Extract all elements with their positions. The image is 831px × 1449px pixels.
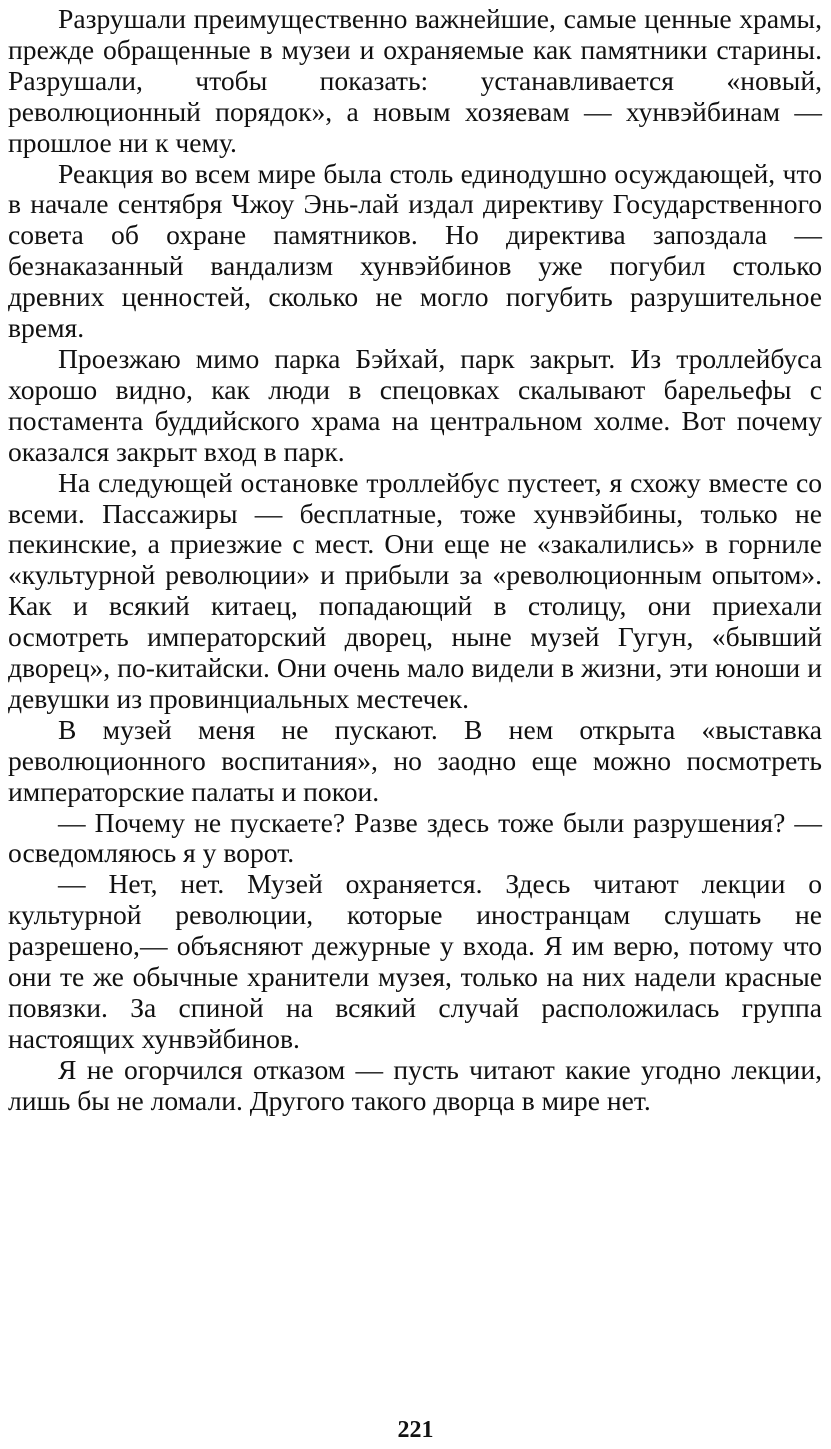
paragraph-3: Проезжаю мимо парка Бэйхай, парк закрыт. Из троллейбуса хорошо видно, как люди в спецовках скалывают барельефы с постамента буддийского храма на центральном холме. Вот почему оказался закрыт вход в парк. [8,342,822,467]
page-number: 221 [397,1417,434,1443]
paragraph-6: — Почему не пускаете? Разве здесь тоже были разрушения? — осведомляюсь я у ворот. [8,806,822,869]
paragraph-5: В музей меня не пускают. В нем открыта «выставка революционного воспитания», но заодно еще можно посмотреть императорские палаты и покои. [8,713,822,807]
paragraph-7: — Нет, нет. Музей охраняется. Здесь читают лекции о культурной революции, которые иностранцам слушать не разрешено,— объясняют дежурные у входа. Я им верю, потому что они те же обычные хранители музея, только на них надели красные повязки. За спиной на всякий случай расположилась группа настоящих хунвэйбинов. [8,868,822,1054]
paragraph-1: Разрушали преимущественно важнейшие, самые ценные храмы, прежде обращенные в музеи и охраняемые как памятники старины. Разрушали, чтобы показать: устанавливается «новый, революционный порядок», а новым хозяевам — хунвэйбинам — прошлое ни к чему. [8,3,822,158]
paragraph-4: На следующей остановке троллейбус пустеет, я схожу вместе со всеми. Пассажиры — бесплатные, тоже хунвэйбины, только не пекинские, а приезжие с мест. Они еще не «закалились» в горниле «культурной революции» и прибыли за «революционным опытом». Как и всякий китаец, попадающий в столицу, они приехали осмотреть императорский дворец, ныне музей Гугун, «бывший дворец», по-китайски. Они очень мало видели в жизни, эти юноши и девушки из провинциальных местечек. [8,466,822,714]
paragraph-8: Я не огорчился отказом — пусть читают какие угодно лекции, лишь бы не ломали. Другого такого дворца в мире нет. [8,1053,822,1116]
paragraph-2: Реакция во всем мире была столь единодушно осуждающей, что в начале сентября Чжоу Энь-лай издал директиву Государственного совета об охране памятников. Но директива запоздала — безнаказанный вандализм хунвэйбинов уже погубил столько древних ценностей, сколько не могло погубить разрушительное время. [8,157,822,344]
body-text [8,4,822,1117]
